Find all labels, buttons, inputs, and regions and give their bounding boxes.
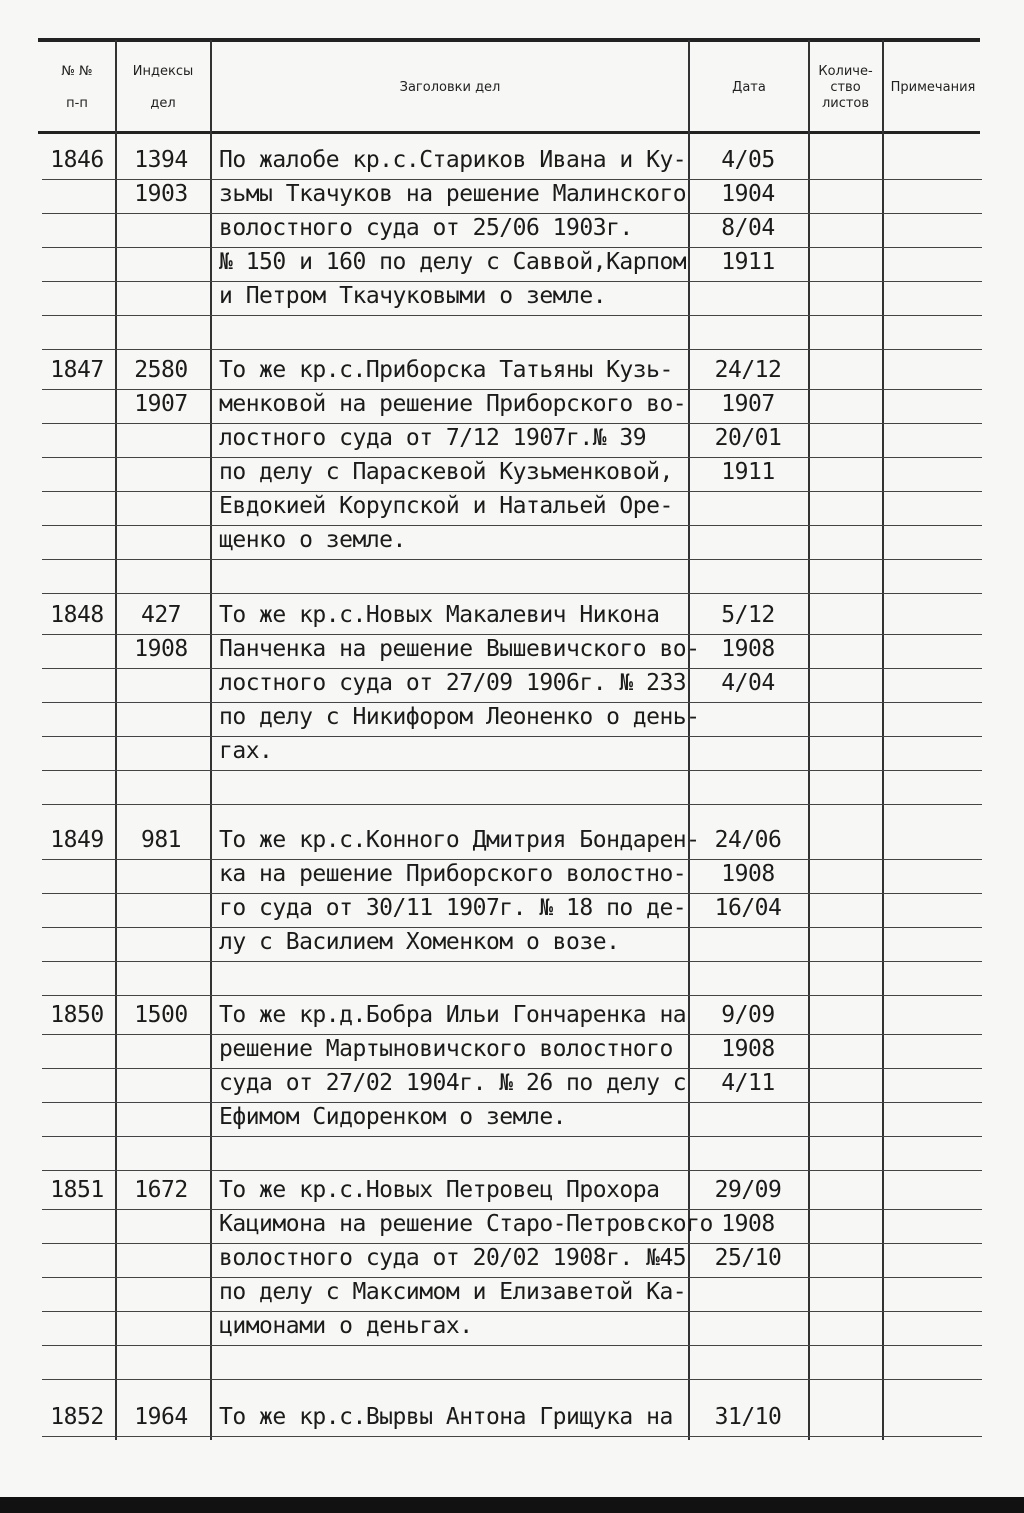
header-count-line2: ство xyxy=(830,80,861,95)
record-title-line: волостного суда от 20/02 1908г. №45 xyxy=(219,1245,687,1271)
record-date: 1907 xyxy=(721,391,775,417)
record-title-line: То же кр.с.Конного Дмитрия Бондарен- xyxy=(219,827,700,853)
record-number: 1851 xyxy=(50,1177,104,1203)
scan-edge xyxy=(0,1497,1024,1513)
header-count xyxy=(809,64,882,112)
record-title-line: То же кр.с.Новых Петровец Прохора xyxy=(219,1177,660,1203)
record-title-line: Кацимона на решение Старо-Петровского xyxy=(219,1211,713,1237)
ruled-line xyxy=(42,457,982,458)
record-index: 2580 xyxy=(134,357,188,383)
record-date: 8/04 xyxy=(721,215,775,241)
ruled-line xyxy=(42,804,982,805)
col-divider-4 xyxy=(808,40,810,1440)
ruled-line xyxy=(42,247,982,248)
record-title-line: То же кр.с.Приборска Татьяны Кузь- xyxy=(219,357,673,383)
ruled-line xyxy=(42,927,982,928)
record-date: 9/09 xyxy=(721,1002,775,1028)
record-number: 1852 xyxy=(50,1404,104,1430)
ruled-line xyxy=(42,961,982,962)
record-number: 1848 xyxy=(50,602,104,628)
record-title-line: лу с Василием Хоменком о возе. xyxy=(219,929,620,955)
record-index: 1907 xyxy=(134,391,188,417)
header-num xyxy=(40,62,114,114)
ruled-line xyxy=(42,1209,982,1210)
ruled-line xyxy=(42,1102,982,1103)
ruled-line xyxy=(42,770,982,771)
ruled-line xyxy=(42,634,982,635)
record-number: 1849 xyxy=(50,827,104,853)
record-title-line: решение Мартыновичского волостного xyxy=(219,1036,673,1062)
record-title-line: Панченка на решение Вышевичского во- xyxy=(219,636,700,662)
record-index: 1672 xyxy=(134,1177,188,1203)
record-date: 24/06 xyxy=(714,827,782,853)
record-title-line: по делу с Никифором Леоненко о день- xyxy=(219,704,700,730)
ruled-line xyxy=(42,525,982,526)
record-date: 31/10 xyxy=(714,1404,782,1430)
record-title-line: менковой на решение Приборского во- xyxy=(219,391,687,417)
record-date: 1908 xyxy=(721,1036,775,1062)
record-index: 1394 xyxy=(134,147,188,173)
record-title-line: ка на решение Приборского волостно- xyxy=(219,861,687,887)
ruled-line xyxy=(42,736,982,737)
record-title-line: № 150 и 160 по делу с Саввой,Карпом xyxy=(219,249,687,275)
ruled-line xyxy=(42,1379,982,1380)
top-rule xyxy=(38,38,980,42)
record-title-line: гах. xyxy=(219,738,273,764)
record-index: 1908 xyxy=(134,636,188,662)
ruled-line xyxy=(42,1243,982,1244)
record-date: 1908 xyxy=(721,636,775,662)
record-date: 1904 xyxy=(721,181,775,207)
header-index-line1: Индексы xyxy=(132,64,194,79)
record-date: 1911 xyxy=(721,459,775,485)
header-title: Заголовки дел xyxy=(399,80,501,95)
header-num-line2: п-п xyxy=(66,96,88,111)
ruled-line xyxy=(42,859,982,860)
record-date: 1908 xyxy=(721,1211,775,1237)
record-index: 427 xyxy=(140,602,182,628)
record-date: 20/01 xyxy=(714,425,782,451)
col-divider-5 xyxy=(882,40,884,1440)
record-title-line: го суда от 30/11 1907г. № 18 по де- xyxy=(219,895,687,921)
ruled-line xyxy=(42,1068,982,1069)
header-count-line3: листов xyxy=(821,96,870,111)
record-title-line: По жалобе кр.с.Стариков Ивана и Ку- xyxy=(219,147,687,173)
ruled-line xyxy=(42,1136,982,1137)
ruled-line xyxy=(42,995,982,996)
record-title-line: щенко о земле. xyxy=(219,527,406,553)
record-title-line: лостного суда от 7/12 1907г.№ 39 xyxy=(219,425,647,451)
record-title-line: и Петром Ткачуковыми о земле. xyxy=(219,283,607,309)
header-num-line1: № № xyxy=(61,64,93,79)
ruled-line xyxy=(42,593,982,594)
ruled-line xyxy=(42,491,982,492)
record-number: 1850 xyxy=(50,1002,104,1028)
record-title-line: То же кр.с.Вырвы Антона Грищука на xyxy=(219,1404,673,1430)
record-title-line: цимонами о деньгах. xyxy=(219,1313,473,1339)
record-title-line: Евдокией Корупской и Натальей Оре- xyxy=(219,493,673,519)
record-date: 4/04 xyxy=(721,670,775,696)
ruled-line xyxy=(42,423,982,424)
record-date: 1908 xyxy=(721,861,775,887)
col-divider-2 xyxy=(210,40,212,1440)
header-notes: Примечания xyxy=(890,80,976,95)
record-index: 1903 xyxy=(134,181,188,207)
record-number: 1847 xyxy=(50,357,104,383)
record-date: 5/12 xyxy=(721,602,775,628)
ruled-line xyxy=(42,1311,982,1312)
record-title-line: лостного суда от 27/09 1906г. № 233 xyxy=(219,670,687,696)
ruled-line xyxy=(42,1277,982,1278)
ruled-line xyxy=(42,1345,982,1346)
record-title-line: волостного суда от 25/06 1903г. xyxy=(219,215,633,241)
record-date: 4/11 xyxy=(721,1070,775,1096)
record-date: 4/05 xyxy=(721,147,775,173)
record-title-line: по делу с Максимом и Елизаветой Ка- xyxy=(219,1279,687,1305)
header-count-line1: Количе- xyxy=(818,64,873,79)
ruled-line xyxy=(42,315,982,316)
header-index xyxy=(116,62,210,114)
ruled-line xyxy=(42,668,982,669)
ruled-line xyxy=(42,281,982,282)
record-date: 16/04 xyxy=(714,895,782,921)
record-title-line: зьмы Ткачуков на решение Малинского xyxy=(219,181,687,207)
ruled-line xyxy=(42,893,982,894)
ruled-line xyxy=(42,1170,982,1171)
record-title-line: суда от 27/02 1904г. № 26 по делу с xyxy=(219,1070,687,1096)
record-date: 29/09 xyxy=(714,1177,782,1203)
col-divider-1 xyxy=(115,40,117,1440)
record-date: 25/10 xyxy=(714,1245,782,1271)
ruled-line xyxy=(42,213,982,214)
record-index: 1964 xyxy=(134,1404,188,1430)
ruled-line xyxy=(42,1034,982,1035)
header-index-line2: дел xyxy=(150,96,176,111)
record-title-line: по делу с Параскевой Кузьменковой, xyxy=(219,459,673,485)
ruled-line xyxy=(42,349,982,350)
record-number: 1846 xyxy=(50,147,104,173)
ruled-line xyxy=(42,389,982,390)
header-date: Дата xyxy=(732,80,766,95)
record-index: 1500 xyxy=(134,1002,188,1028)
ruled-line xyxy=(42,559,982,560)
record-date: 1911 xyxy=(721,249,775,275)
ruled-line xyxy=(42,702,982,703)
record-date: 24/12 xyxy=(714,357,782,383)
ruled-line xyxy=(42,179,982,180)
record-title-line: Ефимом Сидоренком о земле. xyxy=(219,1104,567,1130)
ruled-line xyxy=(42,1436,982,1437)
header-rule xyxy=(38,131,980,134)
record-index: 981 xyxy=(140,827,182,853)
record-title-line: То же кр.д.Бобра Ильи Гончаренка на xyxy=(219,1002,687,1028)
record-title-line: То же кр.с.Новых Макалевич Никона xyxy=(219,602,660,628)
